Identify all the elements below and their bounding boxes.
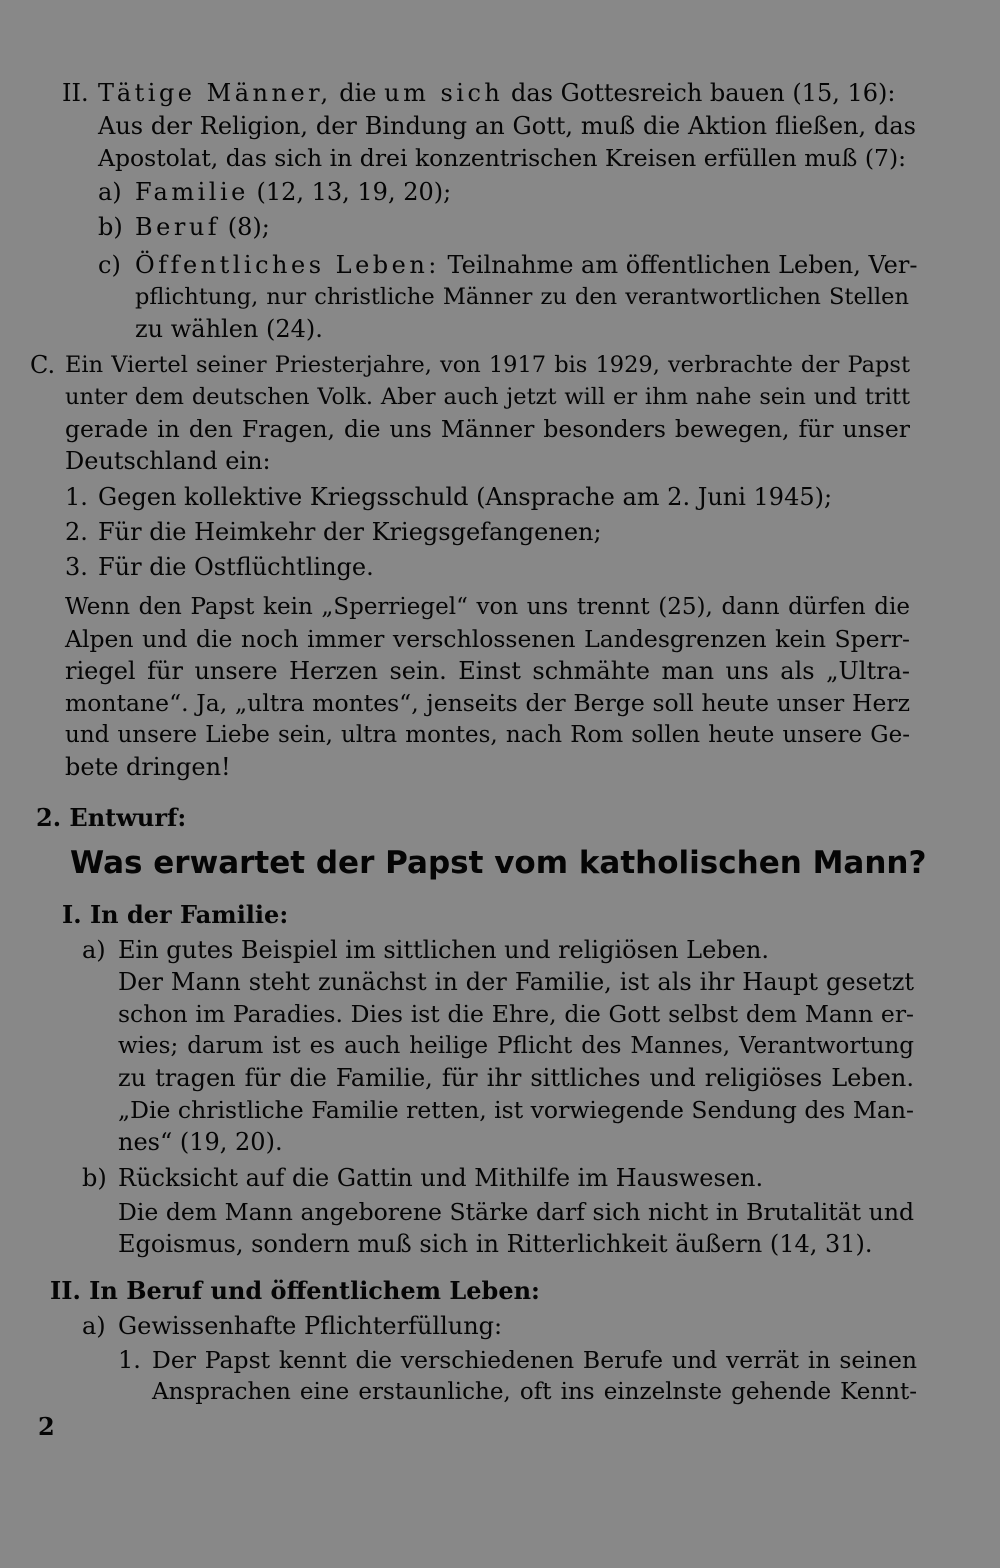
section-label: C. xyxy=(30,351,56,379)
text-line: pflichtung, nur christliche Männer zu den verantwortlichen Stellen xyxy=(135,284,909,310)
list-item: Öffentliches Leben: Teilnahme am öffentlichen Leben, Ver- xyxy=(135,251,918,279)
list-marker: 1. xyxy=(65,483,88,511)
list-marker: c) xyxy=(98,251,121,279)
text-line: bete dringen! xyxy=(65,753,231,781)
text-line: zu wählen (24). xyxy=(135,315,323,343)
text-line: montane“. Ja, „ultra montes“, jenseits der Berge soll heute unser Herz xyxy=(65,689,910,717)
text-line: Wenn den Papst kein „Sperriegel“ von uns trennt (25), dann dürfen die xyxy=(65,594,910,620)
list-marker: a) xyxy=(82,1312,106,1340)
text-line: gerade in den Fragen, die uns Männer besonders bewegen, für unser xyxy=(65,415,910,443)
page-number: 2 xyxy=(38,1412,55,1441)
list-item: Rücksicht auf die Gattin und Mithilfe im Hauswesen. xyxy=(118,1164,764,1192)
text-line: Der Mann steht zunächst in der Familie, ist als ihr Haupt gesetzt xyxy=(118,968,914,996)
list-item: Für die Heimkehr der Kriegsgefangenen; xyxy=(98,518,602,546)
text-line: nes“ (19, 20). xyxy=(118,1128,283,1156)
text-line: zu tragen für die Familie, für ihr sittliches und religiöses Leben. xyxy=(118,1064,914,1092)
list-marker: 1. xyxy=(118,1346,141,1374)
text-line: Apostolat, das sich in drei konzentrischen Kreisen erfüllen muß (7): xyxy=(98,144,907,172)
text-line: Tätige Männer, die um sich das Gottesreich bauen (15, 16): xyxy=(98,79,896,107)
page-title: Was erwartet der Papst vom katholischen Mann? xyxy=(70,845,927,881)
text-line: unter dem deutschen Volk. Aber auch jetzt will er ihm nahe sein und tritt xyxy=(65,384,910,410)
list-marker: b) xyxy=(82,1164,107,1192)
text-line: wies; darum ist es auch heilige Pflicht des Mannes, Verantwortung xyxy=(118,1033,914,1059)
section-label: II. xyxy=(62,79,89,107)
text-line: „Die christliche Familie retten, ist vorwiegende Sendung des Man- xyxy=(118,1096,914,1124)
section-heading: 2. Entwurf: xyxy=(36,803,187,832)
subsection-heading: I. In der Familie: xyxy=(62,900,289,929)
text-line: Aus der Religion, der Bindung an Gott, muß die Aktion fließen, das xyxy=(98,112,916,140)
text-line: Ansprachen eine erstaunliche, oft ins einzelnste gehende Kennt- xyxy=(152,1379,917,1405)
list-item: Gegen kollektive Kriegsschuld (Ansprache am 2. Juni 1945); xyxy=(98,483,833,511)
text-line: Der Papst kennt die verschiedenen Berufe und verrät in seinen xyxy=(152,1346,917,1374)
text-line: und unsere Liebe sein, ultra montes, nach Rom sollen heute unsere Ge- xyxy=(65,722,910,748)
list-item: Beruf (8); xyxy=(135,213,270,241)
list-item: Gewissenhafte Pflichterfüllung: xyxy=(118,1312,503,1340)
list-item: Familie (12, 13, 19, 20); xyxy=(135,178,452,206)
text-line: Deutschland ein: xyxy=(65,447,271,475)
list-marker: a) xyxy=(98,178,122,206)
list-marker: b) xyxy=(98,213,123,241)
list-item: Für die Ostflüchtlinge. xyxy=(98,553,374,581)
list-marker: 3. xyxy=(65,553,88,581)
text-line: Ein Viertel seiner Priesterjahre, von 1917 bis 1929, verbrachte der Papst xyxy=(65,352,910,378)
list-item: Ein gutes Beispiel im sittlichen und religiösen Leben. xyxy=(118,936,769,964)
list-marker: 2. xyxy=(65,518,88,546)
list-marker: a) xyxy=(82,936,106,964)
text-line: Alpen und die noch immer verschlossenen Landesgrenzen kein Sperr- xyxy=(65,625,910,653)
text-line: riegel für unsere Herzen sein. Einst schmähte man uns als „Ultra- xyxy=(65,657,910,685)
text-line: Egoismus, sondern muß sich in Ritterlichkeit äußern (14, 31). xyxy=(118,1230,873,1258)
text-line: schon im Paradies. Dies ist die Ehre, die Gott selbst dem Mann er- xyxy=(118,1000,914,1028)
text-line: Die dem Mann angeborene Stärke darf sich nicht in Brutalität und xyxy=(118,1198,914,1226)
subsection-heading: II. In Beruf und öffentlichem Leben: xyxy=(50,1276,540,1305)
